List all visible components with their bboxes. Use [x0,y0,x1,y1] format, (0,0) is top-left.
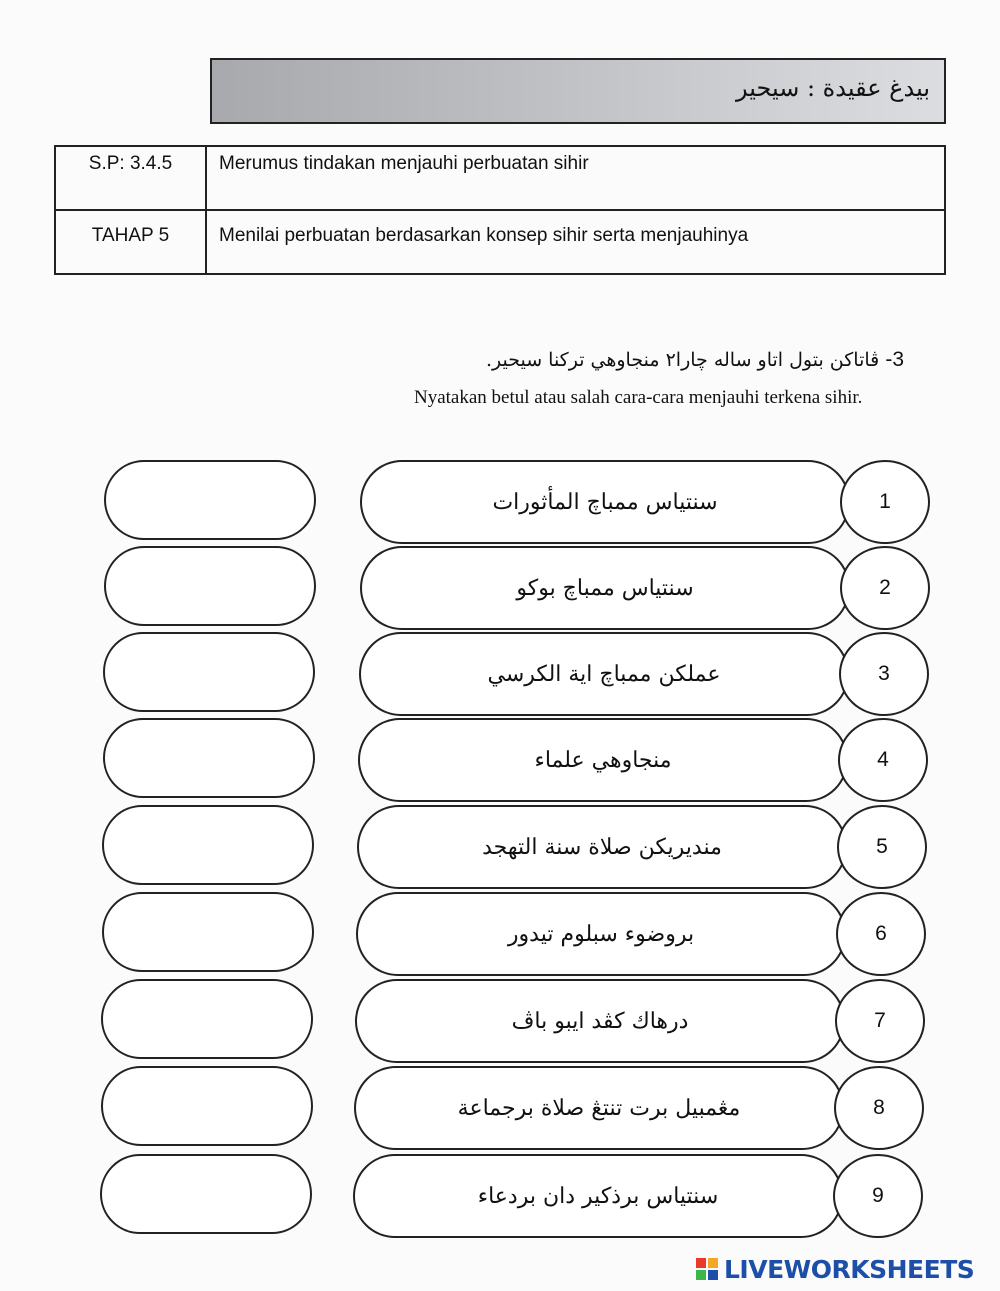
statement-pill [360,546,850,630]
answer-input[interactable] [104,460,316,540]
answer-input[interactable] [103,632,315,712]
list-item [0,1154,1000,1240]
sp-description: Merumus tindakan menjauhi perbuatan sihir [206,146,945,210]
statement-pill [360,460,850,544]
item-number: 3 [839,632,929,716]
item-number: 8 [834,1066,924,1150]
item-number: 7 [835,979,925,1063]
item-number: 6 [836,892,926,976]
standard-table [54,145,946,275]
answer-input[interactable] [101,1066,313,1146]
answer-input[interactable] [104,546,316,626]
statement-text: منديريكن صلاة سنة التهجد [482,834,722,860]
statement-text: عملكن ممباچ اية الكرسي [487,661,721,687]
question-jawi-text: ڤاتاكن بتول اتاو ساله چارا٢ منجاوهي تركنا سيحير. [485,349,880,371]
answer-input[interactable] [102,805,314,885]
question-number: 3- [885,348,904,371]
answer-input[interactable] [102,892,314,972]
list-item [0,546,1000,632]
list-item [0,805,1000,891]
liveworksheets-logo [696,1254,974,1284]
item-number: 5 [837,805,927,889]
statement-pill [355,979,845,1063]
level-description: Menilai perbuatan berdasarkan konsep sihir serta menjauhinya [206,210,945,274]
standard-row-sp [55,146,945,210]
answer-input[interactable] [100,1154,312,1234]
statement-pill [354,1066,844,1150]
list-item [0,460,1000,546]
list-item [0,632,1000,718]
sp-code: S.P: 3.4.5 [55,146,206,210]
statement-pill [357,805,847,889]
answer-input[interactable] [103,718,315,798]
statement-text: سنتياس برذكير دان بردعاء [477,1183,719,1209]
item-number: 1 [840,460,930,544]
statement-text: درهاك كڤد ايبو باڤ [511,1008,689,1034]
topic-title: بيدغ عقيدة : سيحير [735,74,930,102]
logo-mark-icon [696,1258,718,1280]
statement-text: مڠمبيل برت تنتڠ صلاة برجماعة [457,1095,741,1121]
list-item [0,979,1000,1065]
statement-pill [359,632,849,716]
question-instruction: Nyatakan betul atau salah cara-cara menjauhi terkena sihir. [414,387,863,408]
standard-row-level [55,210,945,274]
statement-text: سنتياس ممباچ بوكو [516,575,694,601]
list-item [0,718,1000,804]
statement-pill [358,718,848,802]
statement-pill [353,1154,843,1238]
statement-pill [356,892,846,976]
topic-header [210,58,946,124]
list-item [0,892,1000,978]
brand-name: LIVEWORKSHEETS [724,1254,975,1284]
item-number: 2 [840,546,930,630]
item-number: 9 [833,1154,923,1238]
statement-text: منجاوهي علماء [534,747,672,773]
level-code: TAHAP 5 [55,210,206,274]
list-item [0,1066,1000,1152]
question-jawi [486,348,904,372]
answer-input[interactable] [101,979,313,1059]
item-number: 4 [838,718,928,802]
statement-text: سنتياس ممباچ المأثورات [492,489,718,515]
statement-text: بروضوء سبلوم تيدور [507,921,695,947]
